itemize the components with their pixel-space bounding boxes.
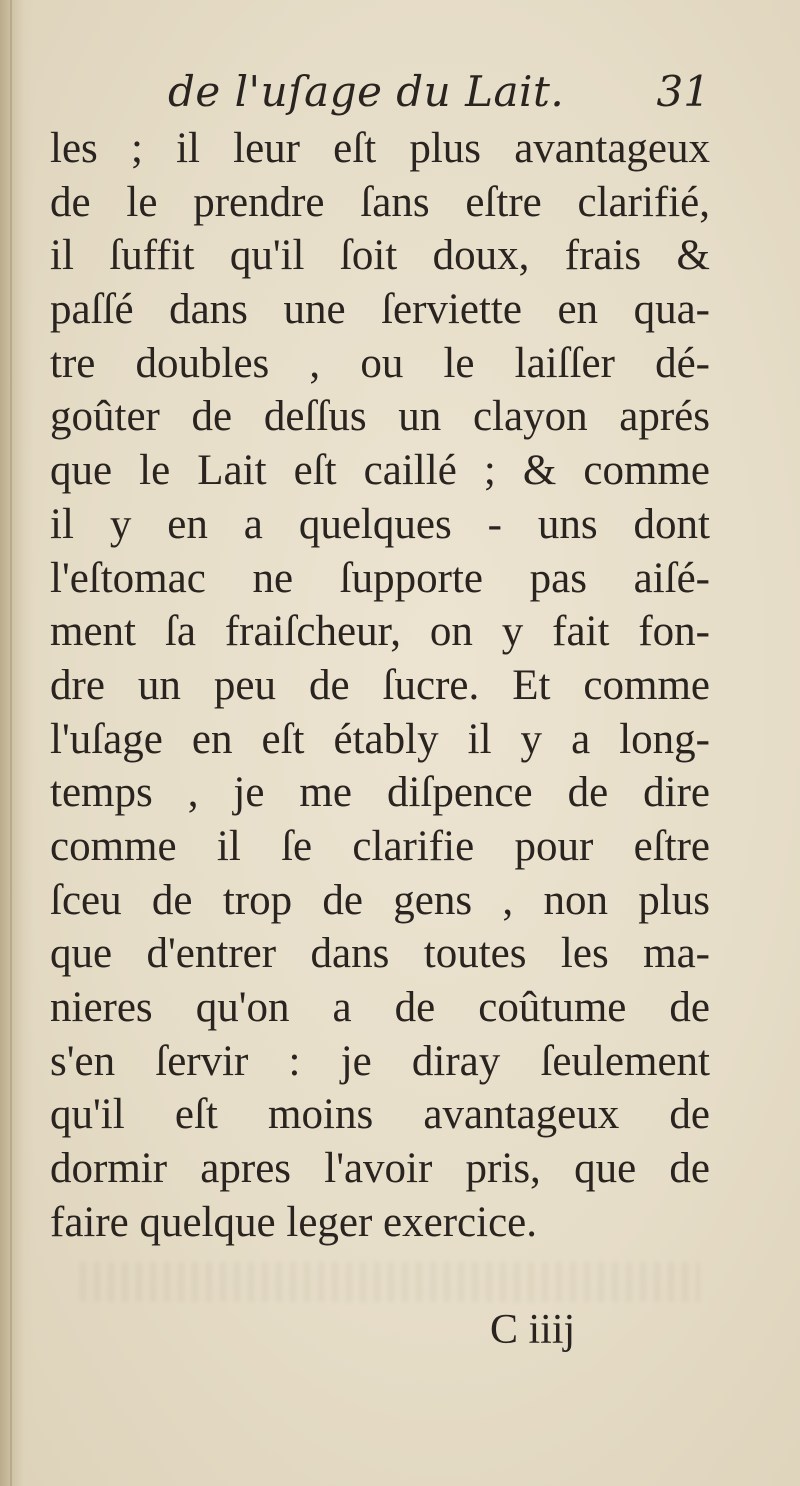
text-line: que le Lait eſt caillé ; & comme (50, 447, 710, 495)
text-line: goûter de deſſus un clayon aprés (50, 393, 710, 441)
text-line: nieres qu'on a de coûtume de (50, 984, 710, 1031)
text-line: comme il ſe clarifie pour eſtre (50, 822, 710, 870)
text-line: l'uſage en eſt étably il y a long- (50, 715, 710, 763)
gutter-line (10, 0, 12, 1486)
text-line: les ; il leur eſt plus avantageux (50, 125, 710, 172)
text-line: il y en a quelques - uns dont (50, 500, 710, 548)
ink-bleed-through (80, 1262, 700, 1302)
body-text (50, 122, 710, 1249)
page-gutter (0, 0, 34, 1486)
text-line: s'en ſervir : je diray ſeulement (50, 1037, 710, 1085)
page-header (50, 62, 710, 122)
text-line: temps , je me diſpence de dire (50, 769, 710, 817)
text-line: ſceu de trop de gens , non plus (50, 876, 710, 924)
text-line: paſſé dans une ſerviette en qua- (50, 286, 710, 334)
text-line: dre un peu de ſucre. Et comme (50, 661, 710, 709)
signature-mark: C iiij (490, 1307, 576, 1353)
text-line: qu'il eſt moins avantageux de (50, 1091, 710, 1139)
text-line: tre doubles , ou le laiſſer dé- (50, 339, 710, 387)
text-line: l'eſtomac ne ſupporte pas aiſé- (50, 554, 710, 602)
text-line: que d'entrer dans toutes les ma- (50, 930, 710, 978)
text-line: de le prendre ſans eſtre clarifié, (50, 178, 710, 226)
text-line: ment ſa fraiſcheur, on y fait fon- (50, 608, 710, 656)
text-line: faire quelque leger exercice. (50, 1198, 538, 1246)
running-title: de l'uſage du Lait. (168, 67, 565, 116)
page-number: 31 (656, 67, 710, 116)
text-line: il ſuffit qu'il ſoit doux, frais & (50, 232, 710, 280)
text-line: dormir apres l'avoir pris, que de (50, 1145, 710, 1193)
